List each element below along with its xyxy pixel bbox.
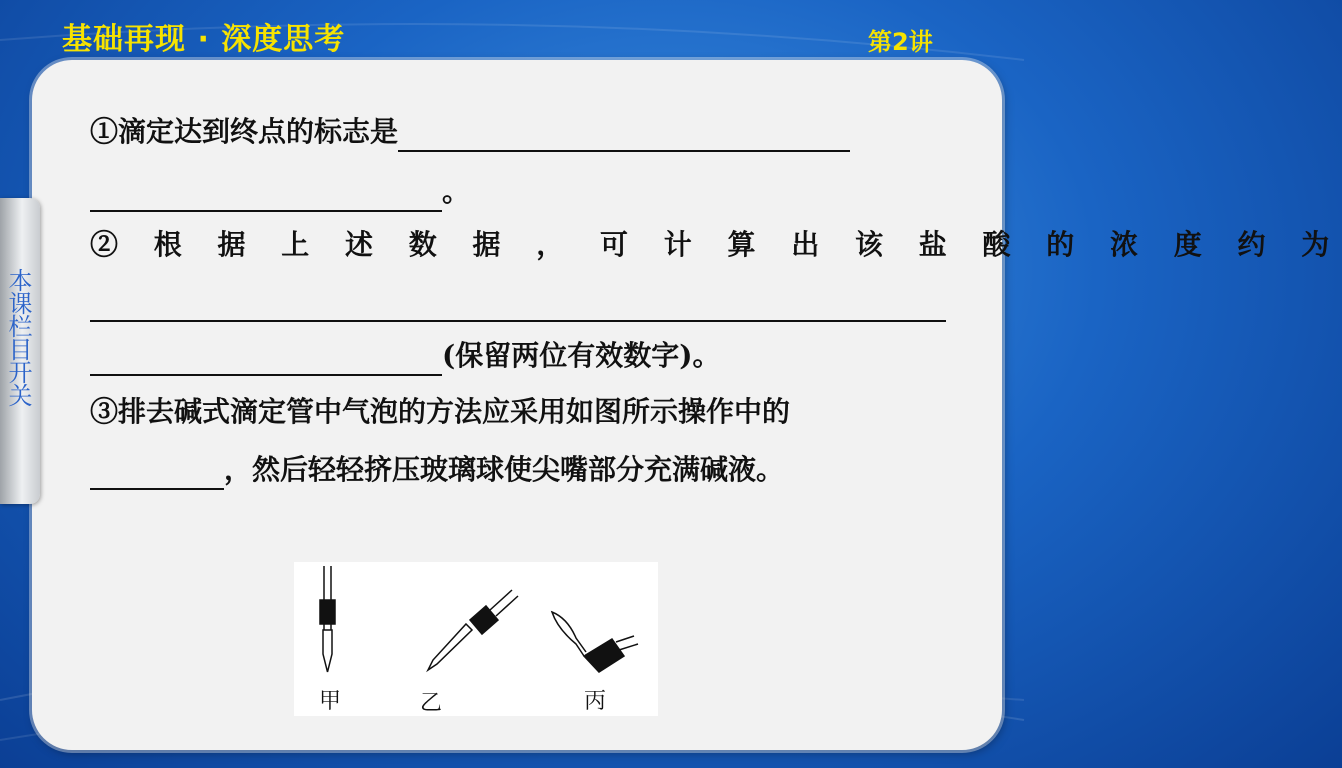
- burette-figure: [294, 562, 658, 716]
- question-2-note: (保留两位有效数字)。: [442, 339, 721, 372]
- question-3-end: ，然后轻轻挤压玻璃球使尖嘴部分充满碱液。: [224, 453, 785, 486]
- question-2-line: [90, 225, 1342, 265]
- question-1-end: 。: [442, 175, 471, 208]
- question-2-text: ② 根 据 上 述 数 据 ， 可 计 算 出 该 盐 酸 的 浓 度 约 为: [90, 228, 1342, 261]
- answer-blank-1b[interactable]: [90, 180, 442, 212]
- question-1-line: [90, 112, 850, 152]
- figure-label-yi: 乙: [420, 691, 443, 716]
- question-1-continuation: [90, 172, 470, 212]
- burette-jia: [320, 566, 335, 672]
- answer-blank-1a[interactable]: [398, 120, 850, 152]
- answer-blank-2a[interactable]: [90, 290, 946, 322]
- question-2-blank-line: [90, 282, 946, 322]
- question-3-line: [90, 392, 790, 432]
- answer-blank-3[interactable]: [90, 458, 224, 490]
- question-1-text: ①滴定达到终点的标志是: [90, 115, 399, 148]
- column-switch-label[interactable]: 本课栏目开关: [4, 268, 32, 406]
- figure-label-jia: 甲: [319, 689, 342, 714]
- question-3-continuation: [90, 450, 784, 490]
- lecture-number: 第2讲: [868, 28, 933, 56]
- burette-bing: [552, 612, 638, 672]
- question-2-note-line: [90, 336, 721, 376]
- header-title: 基础再现 · 深度思考: [62, 22, 346, 57]
- figure-label-bing: 丙: [584, 689, 607, 714]
- question-3-text: ③排去碱式滴定管中气泡的方法应采用如图所示操作中的: [90, 395, 791, 428]
- answer-blank-2b[interactable]: [90, 344, 442, 376]
- burette-yi: [428, 590, 518, 670]
